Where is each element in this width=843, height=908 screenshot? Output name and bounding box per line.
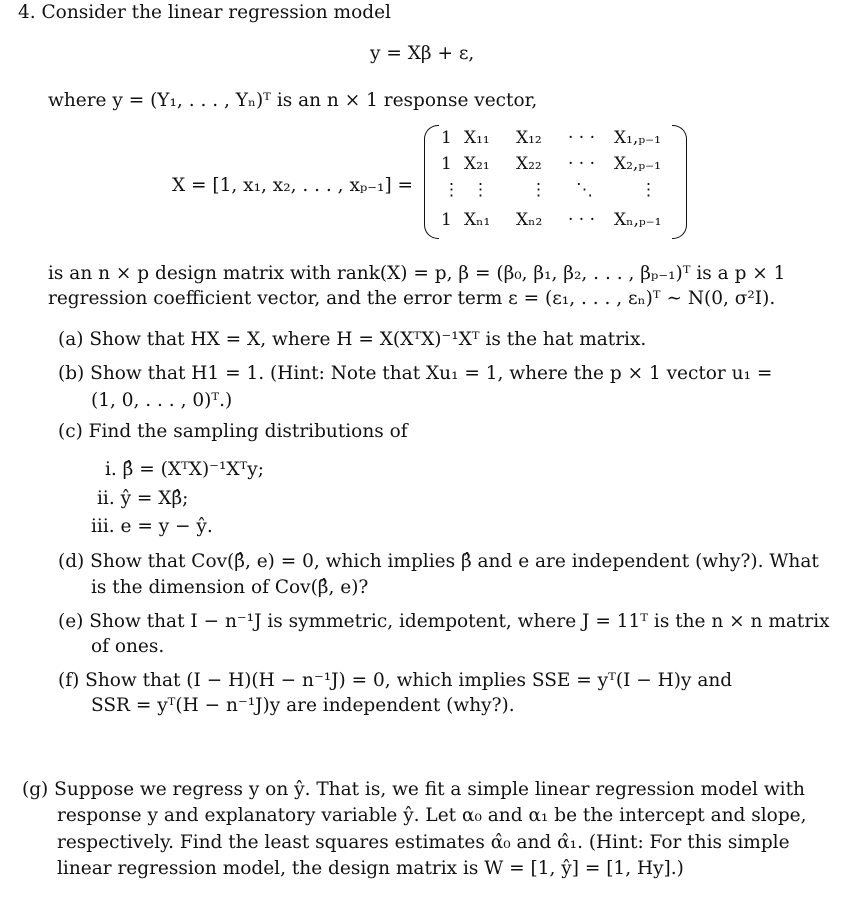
part-f-line-2: SSR = yᵀ(H − n⁻¹J)y are independent (why?). bbox=[91, 695, 515, 716]
matrix-cell: · · · bbox=[568, 210, 596, 230]
problem-heading: 4. Consider the linear regression model bbox=[18, 2, 391, 23]
part-g-line-3: respectively. Find the least squares estimates α̂₀ and α̂₁. (Hint: For this simple bbox=[57, 832, 790, 853]
part-e-line-2: of ones. bbox=[91, 636, 165, 657]
matrix-cell: X₁₂ bbox=[516, 128, 542, 148]
matrix-cell: X₂₁ bbox=[464, 154, 490, 174]
matrix-cell: · · · bbox=[568, 154, 596, 174]
design-matrix-description-line-1: is an n × p design matrix with rank(X) = p, β = (β₀, β₁, β₂, . . . , βₚ₋₁)ᵀ is a p × 1 bbox=[48, 263, 786, 284]
matrix-cell: Xₙ₁ bbox=[464, 210, 491, 230]
model-equation: y = Xβ + ε, bbox=[370, 43, 475, 64]
part-c-ii: ii. ŷ = Xβ̂; bbox=[97, 488, 189, 509]
response-vector-line: where y = (Y₁, . . . , Yₙ)ᵀ is an n × 1 response vector, bbox=[48, 90, 538, 111]
part-b-line-1: (b) Show that H1 = 1. (Hint: Note that Xu₁ = 1, where the p × 1 vector u₁ = bbox=[58, 363, 773, 384]
matrix-cell: X₁,ₚ₋₁ bbox=[614, 128, 661, 148]
matrix-cell: 1 bbox=[441, 210, 452, 230]
part-c-iii: iii. e = y − ŷ. bbox=[91, 516, 213, 537]
matrix-cell: ⋮ bbox=[472, 180, 489, 200]
matrix-cell: ⋮ bbox=[640, 180, 657, 200]
part-d-line-1: (d) Show that Cov(β̂, e) = 0, which implies β̂ and e are independent (why?). What bbox=[58, 551, 819, 572]
matrix-cell: ⋮ bbox=[530, 180, 547, 200]
part-a: (a) Show that HX = X, where H = X(XᵀX)⁻¹Xᵀ is the hat matrix. bbox=[58, 329, 647, 350]
matrix-cell: Xₙ,ₚ₋₁ bbox=[614, 210, 662, 230]
part-g-line-1: (g) Suppose we regress y on ŷ. That is, we fit a simple linear regression model with bbox=[22, 779, 805, 800]
matrix-cell: X₁₁ bbox=[464, 128, 490, 148]
matrix-left-paren bbox=[424, 125, 439, 239]
part-g-line-4: linear regression model, the design matrix is W = [1, ŷ] = [1, Hy].) bbox=[57, 858, 684, 879]
part-g-line-2: response y and explanatory variable ŷ. Let α₀ and α₁ be the intercept and slope, bbox=[57, 805, 807, 826]
matrix-cell: · · · bbox=[568, 128, 596, 148]
part-b-line-2: (1, 0, . . . , 0)ᵀ.) bbox=[91, 390, 233, 411]
matrix-cell: Xₙ₂ bbox=[516, 210, 543, 230]
part-f-line-1: (f) Show that (I − H)(H − n⁻¹J) = 0, which implies SSE = yᵀ(I − H)y and bbox=[58, 670, 733, 691]
matrix-cell: 1 bbox=[441, 154, 452, 174]
matrix-cell: 1 bbox=[441, 128, 452, 148]
matrix-cell: X₂₂ bbox=[516, 154, 542, 174]
design-matrix-lhs: X = [1, x₁, x₂, . . . , xₚ₋₁] = bbox=[172, 175, 414, 196]
matrix-cell: ⋱ bbox=[576, 180, 593, 200]
design-matrix-description-line-2: regression coefficient vector, and the error term ε = (ε₁, . . . , εₙ)ᵀ ∼ N(0, σ²I). bbox=[48, 288, 776, 309]
part-e-line-1: (e) Show that I − n⁻¹J is symmetric, idempotent, where J = 11ᵀ is the n × n matrix bbox=[58, 611, 830, 632]
matrix-cell: ⋮ bbox=[443, 180, 460, 200]
matrix-cell: X₂,ₚ₋₁ bbox=[614, 154, 661, 174]
part-c: (c) Find the sampling distributions of bbox=[58, 421, 408, 442]
part-c-i: i. β̂ = (XᵀX)⁻¹Xᵀy; bbox=[105, 459, 264, 480]
part-d-line-2: is the dimension of Cov(β̂, e)? bbox=[91, 577, 369, 598]
matrix-right-paren bbox=[672, 125, 687, 239]
